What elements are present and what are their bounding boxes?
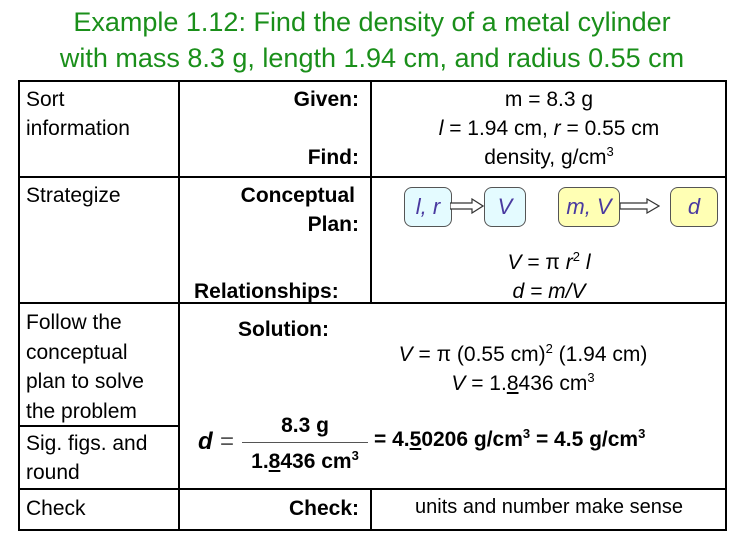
- row-label-follow: plan to solve: [26, 370, 144, 393]
- row-label-sort: Sort information: [26, 88, 130, 140]
- equals-sign: =: [220, 428, 235, 455]
- column-divider-top: [370, 80, 372, 304]
- relationship-density: d = m/V: [512, 280, 586, 303]
- given-length-radius: l = 1.94 cm, r = 0.55 cm: [438, 117, 660, 140]
- relationships-label: Relationships:: [194, 280, 339, 303]
- density-result: = 4.50206 $g/cm^3 = 4.5$ $g/cm^3$: [374, 426, 646, 451]
- plan-box-m-v: m, V: [558, 187, 620, 227]
- check-value: units and number make sense: [415, 496, 683, 518]
- row-divider: [18, 176, 727, 178]
- column-divider-bottom: [370, 488, 372, 531]
- page-title-line-1: Example 1.12: Find the density of a metal cylinder: [73, 7, 671, 37]
- fraction-bar: [242, 442, 368, 443]
- check-label: Check:: [288, 497, 359, 520]
- row-label-follow: the problem: [26, 400, 137, 423]
- solution-table: [18, 80, 727, 531]
- solution-volume-calc: V = π (0.55 cm)$^2$ (1.94 cm): [398, 341, 648, 366]
- plan-box-v: V: [484, 187, 526, 227]
- given-mass: m = 8.3 g: [504, 88, 594, 111]
- table-border-bottom: [18, 529, 727, 531]
- given-label: Given:: [293, 88, 359, 111]
- row-label-check: Check: [26, 497, 86, 520]
- arrow-right-icon: [620, 198, 660, 214]
- column-divider: [178, 80, 180, 531]
- row-label-sigfigs: Sig. figs. and: [26, 432, 148, 455]
- find-density: density, $g/cm^3$: [484, 144, 614, 169]
- arrow-right-icon: [450, 198, 484, 214]
- solution-volume-result: V = 1.8436 $cm^3$: [451, 370, 595, 395]
- plan-box-d: d: [670, 187, 718, 227]
- plan-box-l-r: l, r: [404, 187, 452, 227]
- row-label-follow: Follow the: [26, 311, 122, 334]
- conceptual-plan-label: Conceptual: [240, 184, 355, 207]
- page-title-line-2: with mass 8.3 g, length 1.94 cm, and radius 0.55 cm: [59, 43, 685, 73]
- fraction-denominator: 1.8436 $cm^3$: [251, 448, 359, 473]
- density-symbol: d: [198, 428, 213, 455]
- row-divider: [18, 488, 727, 490]
- row-label-follow: conceptual: [26, 341, 128, 364]
- table-border-right: [725, 80, 727, 531]
- fraction-numerator: 8.3 g: [281, 414, 329, 437]
- solution-label: Solution:: [238, 318, 329, 341]
- table-border-left: [18, 80, 20, 531]
- conceptual-plan-label-2: Plan:: [307, 213, 359, 236]
- row-label-sigfigs: round: [26, 461, 80, 484]
- table-border-top: [18, 80, 727, 82]
- find-label: Find:: [307, 146, 359, 169]
- row-label-strategize: Strategize: [26, 184, 121, 207]
- relationship-volume: V = π $r^2$ l: [507, 249, 591, 274]
